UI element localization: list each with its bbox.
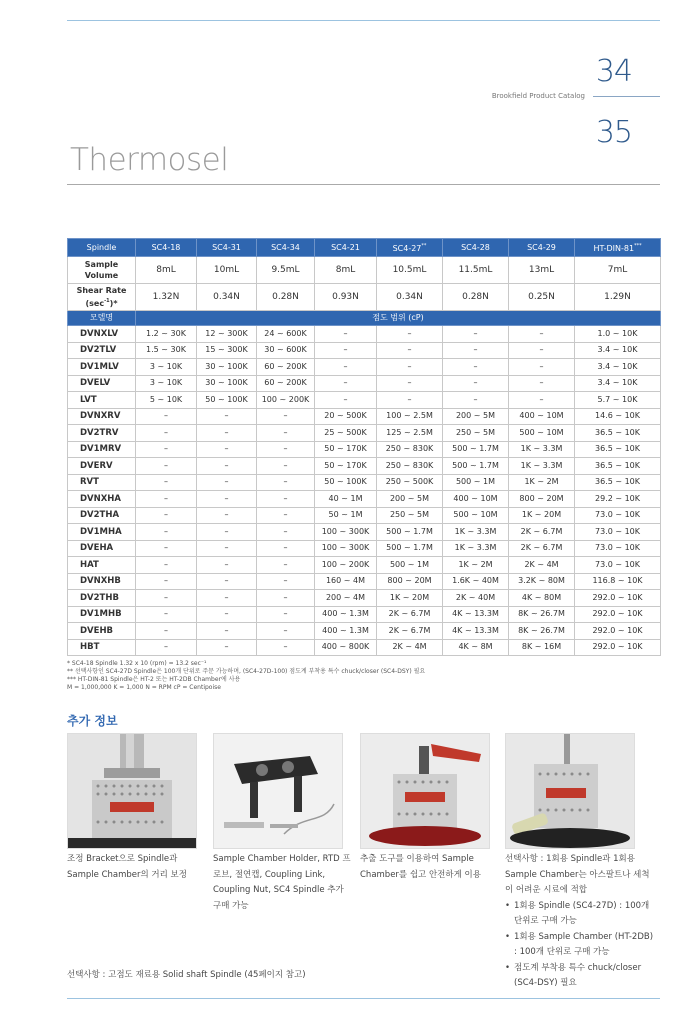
table-cell: 20 ~ 500K — [315, 408, 377, 425]
table-cell: 500 ~ 1.7M — [377, 540, 443, 557]
table-cell: – — [257, 573, 315, 590]
table-cell: – — [136, 524, 197, 541]
table-cell: 2K ~ 40M — [443, 590, 509, 607]
spindle-label: Spindle — [68, 239, 136, 257]
section-title: 추가 정보 — [67, 714, 118, 728]
table-cell: 12 ~ 300K — [197, 326, 257, 343]
table-cell: 13mL — [509, 257, 575, 284]
note-line: M = 1,000,000 K = 1,000 N = RPM cP = Centipoise — [67, 684, 221, 691]
table-cell: 30 ~ 600K — [257, 342, 315, 359]
table-cell: 24 ~ 600K — [257, 326, 315, 343]
table-cell: – — [197, 458, 257, 475]
table-cell: 73.0 ~ 10K — [575, 557, 661, 574]
table-row — [68, 623, 661, 640]
table-cell: – — [136, 623, 197, 640]
table-row — [68, 342, 661, 359]
table-cell: – — [197, 507, 257, 524]
table-row — [68, 441, 661, 458]
table-cell: 3.4 ~ 10K — [575, 375, 661, 392]
table-row — [68, 474, 661, 491]
table-cell: 0.34N — [377, 284, 443, 311]
table-cell: 0.25N — [509, 284, 575, 311]
table-cell: – — [509, 326, 575, 343]
solid-shaft-footnote: 선택사항 : 고점도 재료용 Solid shaft Spindle (45페이지 참고) — [67, 970, 306, 980]
spindle-col: SC4-18 — [136, 239, 197, 257]
table-cell: – — [315, 375, 377, 392]
table-cell: 11.5mL — [443, 257, 509, 284]
table-cell: 1.0 ~ 10K — [575, 326, 661, 343]
table-cell: 5.7 ~ 10K — [575, 392, 661, 409]
table-cell: – — [315, 342, 377, 359]
table-cell: 250 ~ 830K — [377, 458, 443, 475]
table-cell: – — [136, 540, 197, 557]
table-cell: – — [377, 359, 443, 376]
table-cell: 3 ~ 10K — [136, 375, 197, 392]
page-title: Thermosel — [70, 142, 229, 178]
model-name: DV1MHA — [68, 524, 136, 541]
model-name: DV2THA — [68, 507, 136, 524]
table-cell: – — [377, 326, 443, 343]
caption-disposable-list — [505, 899, 655, 992]
table-cell: – — [377, 342, 443, 359]
model-name: DVEHA — [68, 540, 136, 557]
table-cell: 400 ~ 10M — [509, 408, 575, 425]
bottom-rule — [67, 998, 660, 999]
page-number-right: 35 — [595, 115, 632, 150]
table-cell: 800 ~ 20M — [377, 573, 443, 590]
table-cell: 3.4 ~ 10K — [575, 342, 661, 359]
table-cell: 4K ~ 13.3M — [443, 623, 509, 640]
table-cell: – — [257, 408, 315, 425]
table-cell: 3.4 ~ 10K — [575, 359, 661, 376]
table-cell: 250 ~ 5M — [443, 425, 509, 442]
table-cell: 250 ~ 5M — [377, 507, 443, 524]
table-cell: 4K ~ 80M — [509, 590, 575, 607]
list-item: • 점도계 부착용 특수 chuck/closer (SC4-DSY) 필요 — [505, 961, 655, 992]
table-cell: 292.0 ~ 10K — [575, 606, 661, 623]
table-cell: 4K ~ 13.3M — [443, 606, 509, 623]
disposable-spindle-photo — [505, 733, 635, 849]
table-cell: 1K ~ 2M — [443, 557, 509, 574]
table-cell: – — [257, 557, 315, 574]
table-cell: – — [257, 441, 315, 458]
table-cell: – — [443, 342, 509, 359]
model-name: DVNXHB — [68, 573, 136, 590]
model-name: LVT — [68, 392, 136, 409]
table-row — [68, 425, 661, 442]
table-cell: 1K ~ 20M — [377, 590, 443, 607]
table-cell: 116.8 ~ 10K — [575, 573, 661, 590]
model-name: DVERV — [68, 458, 136, 475]
table-cell: 0.34N — [197, 284, 257, 311]
accessories-photo — [213, 733, 343, 849]
table-cell: 73.0 ~ 10K — [575, 540, 661, 557]
spindle-col: SC4-27** — [377, 239, 443, 257]
table-cell: – — [136, 491, 197, 508]
table-cell: – — [443, 375, 509, 392]
table-cell: 50 ~ 100K — [315, 474, 377, 491]
table-cell: 3.2K ~ 80M — [509, 573, 575, 590]
model-name: DVNXRV — [68, 408, 136, 425]
table-cell: – — [509, 342, 575, 359]
table-cell: 60 ~ 200K — [257, 375, 315, 392]
table-cell: – — [197, 540, 257, 557]
table-cell: – — [443, 359, 509, 376]
table-cell: 2K ~ 6.7M — [509, 540, 575, 557]
table-row — [68, 606, 661, 623]
table-cell: 250 ~ 830K — [377, 441, 443, 458]
table-cell: 2K ~ 4M — [509, 557, 575, 574]
model-name: DVEHB — [68, 623, 136, 640]
list-item: • 1회용 Spindle (SC4-27D) : 100개 단위로 구매 가능 — [505, 899, 655, 930]
table-cell: 250 ~ 500K — [377, 474, 443, 491]
range-label: 점도 범위 (cP) — [136, 311, 661, 326]
table-cell: – — [257, 590, 315, 607]
table-cell: 0.28N — [257, 284, 315, 311]
table-cell: 1K ~ 3.3M — [443, 524, 509, 541]
table-cell: – — [136, 408, 197, 425]
table-cell: 10mL — [197, 257, 257, 284]
table-row — [68, 590, 661, 607]
sample-volume-row — [68, 257, 661, 284]
title-rule — [67, 184, 660, 185]
table-cell: – — [136, 425, 197, 442]
table-row — [68, 507, 661, 524]
table-cell: 1K ~ 3.3M — [443, 540, 509, 557]
table-cell: 50 ~ 100K — [197, 392, 257, 409]
table-cell: – — [315, 359, 377, 376]
table-cell: – — [197, 590, 257, 607]
table-cell: – — [136, 507, 197, 524]
note-line: * SC4-18 Spindle 1.32 x 10 (rpm) = 13.2 sec⁻¹ — [67, 660, 207, 667]
table-row — [68, 573, 661, 590]
sample-volume-label: Sample Volume — [68, 257, 136, 284]
table-cell: – — [443, 392, 509, 409]
table-cell: 73.0 ~ 10K — [575, 507, 661, 524]
model-name: DVNXHA — [68, 491, 136, 508]
table-cell: 1K ~ 20M — [509, 507, 575, 524]
table-cell: 292.0 ~ 10K — [575, 590, 661, 607]
table-cell: – — [197, 557, 257, 574]
table-cell: 8K ~ 26.7M — [509, 606, 575, 623]
table-cell: 500 ~ 1.7M — [443, 458, 509, 475]
table-cell: – — [136, 474, 197, 491]
table-cell: 500 ~ 1.7M — [377, 524, 443, 541]
table-cell: – — [136, 557, 197, 574]
table-cell: 292.0 ~ 10K — [575, 639, 661, 656]
caption-disposable-text: 선택사항 : 1회용 Spindle과 1회용 Sample Chamber는 아스팔트나 세척이 어려운 시료에 적합 — [505, 854, 650, 895]
spindle-col: SC4-21 — [315, 239, 377, 257]
table-row — [68, 326, 661, 343]
table-cell: 500 ~ 1M — [443, 474, 509, 491]
table-cell: 1.6K ~ 40M — [443, 573, 509, 590]
table-cell: – — [257, 639, 315, 656]
table-cell: 1.2 ~ 30K — [136, 326, 197, 343]
table-cell: 25 ~ 500K — [315, 425, 377, 442]
page-number-left: 34 — [595, 54, 632, 89]
table-cell: – — [197, 623, 257, 640]
table-row — [68, 557, 661, 574]
model-name: DV1MRV — [68, 441, 136, 458]
table-cell: – — [136, 441, 197, 458]
table-cell: 400 ~ 1.3M — [315, 606, 377, 623]
spindle-col: HT-DIN-81*** — [575, 239, 661, 257]
table-cell: 100 ~ 200K — [315, 557, 377, 574]
catalog-name: Brookfield Product Catalog — [491, 92, 585, 100]
note-line: ** 선택사항인 SC4-27D Spindle은 100개 단위로 주문 가능하며, (SC4-27D-100) 점도계 부착용 특수 chuck/closer (SC4-DSY) 필요 — [67, 668, 426, 675]
table-cell: – — [509, 392, 575, 409]
table-cell: 1.5 ~ 30K — [136, 342, 197, 359]
table-cell: 500 ~ 10M — [443, 507, 509, 524]
table-cell: – — [257, 491, 315, 508]
table-row — [68, 375, 661, 392]
table-cell: 8mL — [136, 257, 197, 284]
model-name: HAT — [68, 557, 136, 574]
model-name: DV1MLV — [68, 359, 136, 376]
table-cell: 400 ~ 800K — [315, 639, 377, 656]
table-cell: 60 ~ 200K — [257, 359, 315, 376]
table-row — [68, 540, 661, 557]
table-cell: 2K ~ 6.7M — [377, 606, 443, 623]
table-row — [68, 359, 661, 376]
table-cell: 14.6 ~ 10K — [575, 408, 661, 425]
table-cell: 36.5 ~ 10K — [575, 458, 661, 475]
model-name: DVNXLV — [68, 326, 136, 343]
table-cell: 5 ~ 10K — [136, 392, 197, 409]
table-cell: – — [509, 375, 575, 392]
table-cell: 10.5mL — [377, 257, 443, 284]
table-cell: 3 ~ 10K — [136, 359, 197, 376]
shear-rate-label: Shear Rate $(\sec^{-1})*$ — [68, 284, 136, 311]
table-cell: 2K ~ 6.7M — [377, 623, 443, 640]
table-cell: – — [377, 375, 443, 392]
spindle-col: SC4-28 — [443, 239, 509, 257]
table-cell: – — [197, 606, 257, 623]
note-line: *** HT-DIN-81 Spindle은 HT-2 또는 HT-2DB Chamber에 사용 — [67, 676, 241, 683]
caption-extraction: 추출 도구를 이용하여 Sample Chamber를 쉽고 안전하게 이용 — [360, 854, 481, 880]
spindle-col: SC4-29 — [509, 239, 575, 257]
table-cell: 50 ~ 1M — [315, 507, 377, 524]
thermosel-photo — [67, 733, 197, 849]
table-cell: – — [257, 474, 315, 491]
table-row — [68, 408, 661, 425]
table-row — [68, 458, 661, 475]
table-cell: – — [197, 441, 257, 458]
table-cell: 36.5 ~ 10K — [575, 474, 661, 491]
model-name: DV2TLV — [68, 342, 136, 359]
table-cell: 15 ~ 300K — [197, 342, 257, 359]
table-cell: 1K ~ 2M — [509, 474, 575, 491]
table-cell: – — [136, 639, 197, 656]
table-cell: – — [257, 425, 315, 442]
table-row — [68, 524, 661, 541]
table-cell: 9.5mL — [257, 257, 315, 284]
table-cell: 2K ~ 6.7M — [509, 524, 575, 541]
table-cell: – — [257, 507, 315, 524]
table-cell: – — [136, 606, 197, 623]
table-cell: 200 ~ 4M — [315, 590, 377, 607]
table-notes — [67, 660, 425, 692]
range-subheader-row — [68, 311, 661, 326]
table-cell: 36.5 ~ 10K — [575, 425, 661, 442]
table-cell: 8mL — [315, 257, 377, 284]
model-name: HBT — [68, 639, 136, 656]
table-cell: 125 ~ 2.5M — [377, 425, 443, 442]
table-cell: 2K ~ 4M — [377, 639, 443, 656]
table-cell: 50 ~ 170K — [315, 441, 377, 458]
spindle-col: SC4-31 — [197, 239, 257, 257]
table-cell: 1.29N — [575, 284, 661, 311]
table-cell: – — [197, 639, 257, 656]
table-cell: 292.0 ~ 10K — [575, 623, 661, 640]
list-item: • 1회용 Sample Chamber (HT-2DB) : 100개 단위로 구매 가능 — [505, 930, 655, 961]
spindle-header-row — [68, 239, 661, 257]
table-cell: 100 ~ 200K — [257, 392, 315, 409]
table-cell: – — [257, 458, 315, 475]
model-name: RVT — [68, 474, 136, 491]
table-cell: – — [197, 408, 257, 425]
table-row — [68, 639, 661, 656]
table-cell: 100 ~ 2.5M — [377, 408, 443, 425]
table-cell: – — [136, 458, 197, 475]
table-cell: 29.2 ~ 10K — [575, 491, 661, 508]
caption-bracket: 조정 Bracket으로 Spindle과 Sample Chamber의 거리 보정 — [67, 854, 187, 880]
caption-disposable — [505, 852, 655, 992]
table-cell: 50 ~ 170K — [315, 458, 377, 475]
table-cell: – — [315, 392, 377, 409]
table-cell: – — [377, 392, 443, 409]
table-cell: 100 ~ 300K — [315, 540, 377, 557]
table-row — [68, 491, 661, 508]
table-cell: – — [443, 326, 509, 343]
table-cell: – — [257, 540, 315, 557]
table-cell: 8K ~ 16M — [509, 639, 575, 656]
table-cell: 1.32N — [136, 284, 197, 311]
table-row — [68, 392, 661, 409]
table-cell: 400 ~ 10M — [443, 491, 509, 508]
table-cell: – — [197, 573, 257, 590]
table-cell: 36.5 ~ 10K — [575, 441, 661, 458]
table-cell: – — [257, 623, 315, 640]
shear-rate-row — [68, 284, 661, 311]
table-cell: 40 ~ 1M — [315, 491, 377, 508]
table-cell: 0.93N — [315, 284, 377, 311]
model-name: DV1MHB — [68, 606, 136, 623]
table-cell: 1K ~ 3.3M — [509, 458, 575, 475]
viscosity-range-table — [67, 238, 661, 656]
table-cell: – — [315, 326, 377, 343]
table-cell: 500 ~ 10M — [509, 425, 575, 442]
table-cell: 800 ~ 20M — [509, 491, 575, 508]
table-cell: 0.28N — [443, 284, 509, 311]
table-cell: 73.0 ~ 10K — [575, 524, 661, 541]
model-name: DVELV — [68, 375, 136, 392]
catalog-rule — [593, 96, 660, 97]
model-name: DV2THB — [68, 590, 136, 607]
table-cell: – — [257, 524, 315, 541]
table-cell: – — [257, 606, 315, 623]
table-cell: 400 ~ 1.3M — [315, 623, 377, 640]
table-cell: 8K ~ 26.7M — [509, 623, 575, 640]
table-cell: – — [197, 524, 257, 541]
extraction-tool-photo — [360, 733, 490, 849]
table-cell: 500 ~ 1.7M — [443, 441, 509, 458]
table-cell: – — [197, 474, 257, 491]
table-cell: 7mL — [575, 257, 661, 284]
table-cell: 4K ~ 8M — [443, 639, 509, 656]
table-cell: – — [509, 359, 575, 376]
table-cell: 500 ~ 1M — [377, 557, 443, 574]
table-cell: 100 ~ 300K — [315, 524, 377, 541]
caption-accessories: Sample Chamber Holder, RTD 프로브, 절연캡, Coupling Link, Coupling Nut, SC4 Spindle 추가 구매 가능 — [213, 854, 351, 911]
table-cell: 1K ~ 3.3M — [509, 441, 575, 458]
table-cell: – — [197, 491, 257, 508]
spindle-col: SC4-34 — [257, 239, 315, 257]
model-name: DV2TRV — [68, 425, 136, 442]
model-label: 모델명 — [68, 311, 136, 326]
table-cell: 160 ~ 4M — [315, 573, 377, 590]
table-cell: 200 ~ 5M — [377, 491, 443, 508]
table-cell: – — [197, 425, 257, 442]
top-rule — [67, 20, 660, 21]
table-cell: – — [136, 573, 197, 590]
table-cell: 200 ~ 5M — [443, 408, 509, 425]
table-cell: 30 ~ 100K — [197, 359, 257, 376]
table-cell: – — [136, 590, 197, 607]
table-cell: 30 ~ 100K — [197, 375, 257, 392]
